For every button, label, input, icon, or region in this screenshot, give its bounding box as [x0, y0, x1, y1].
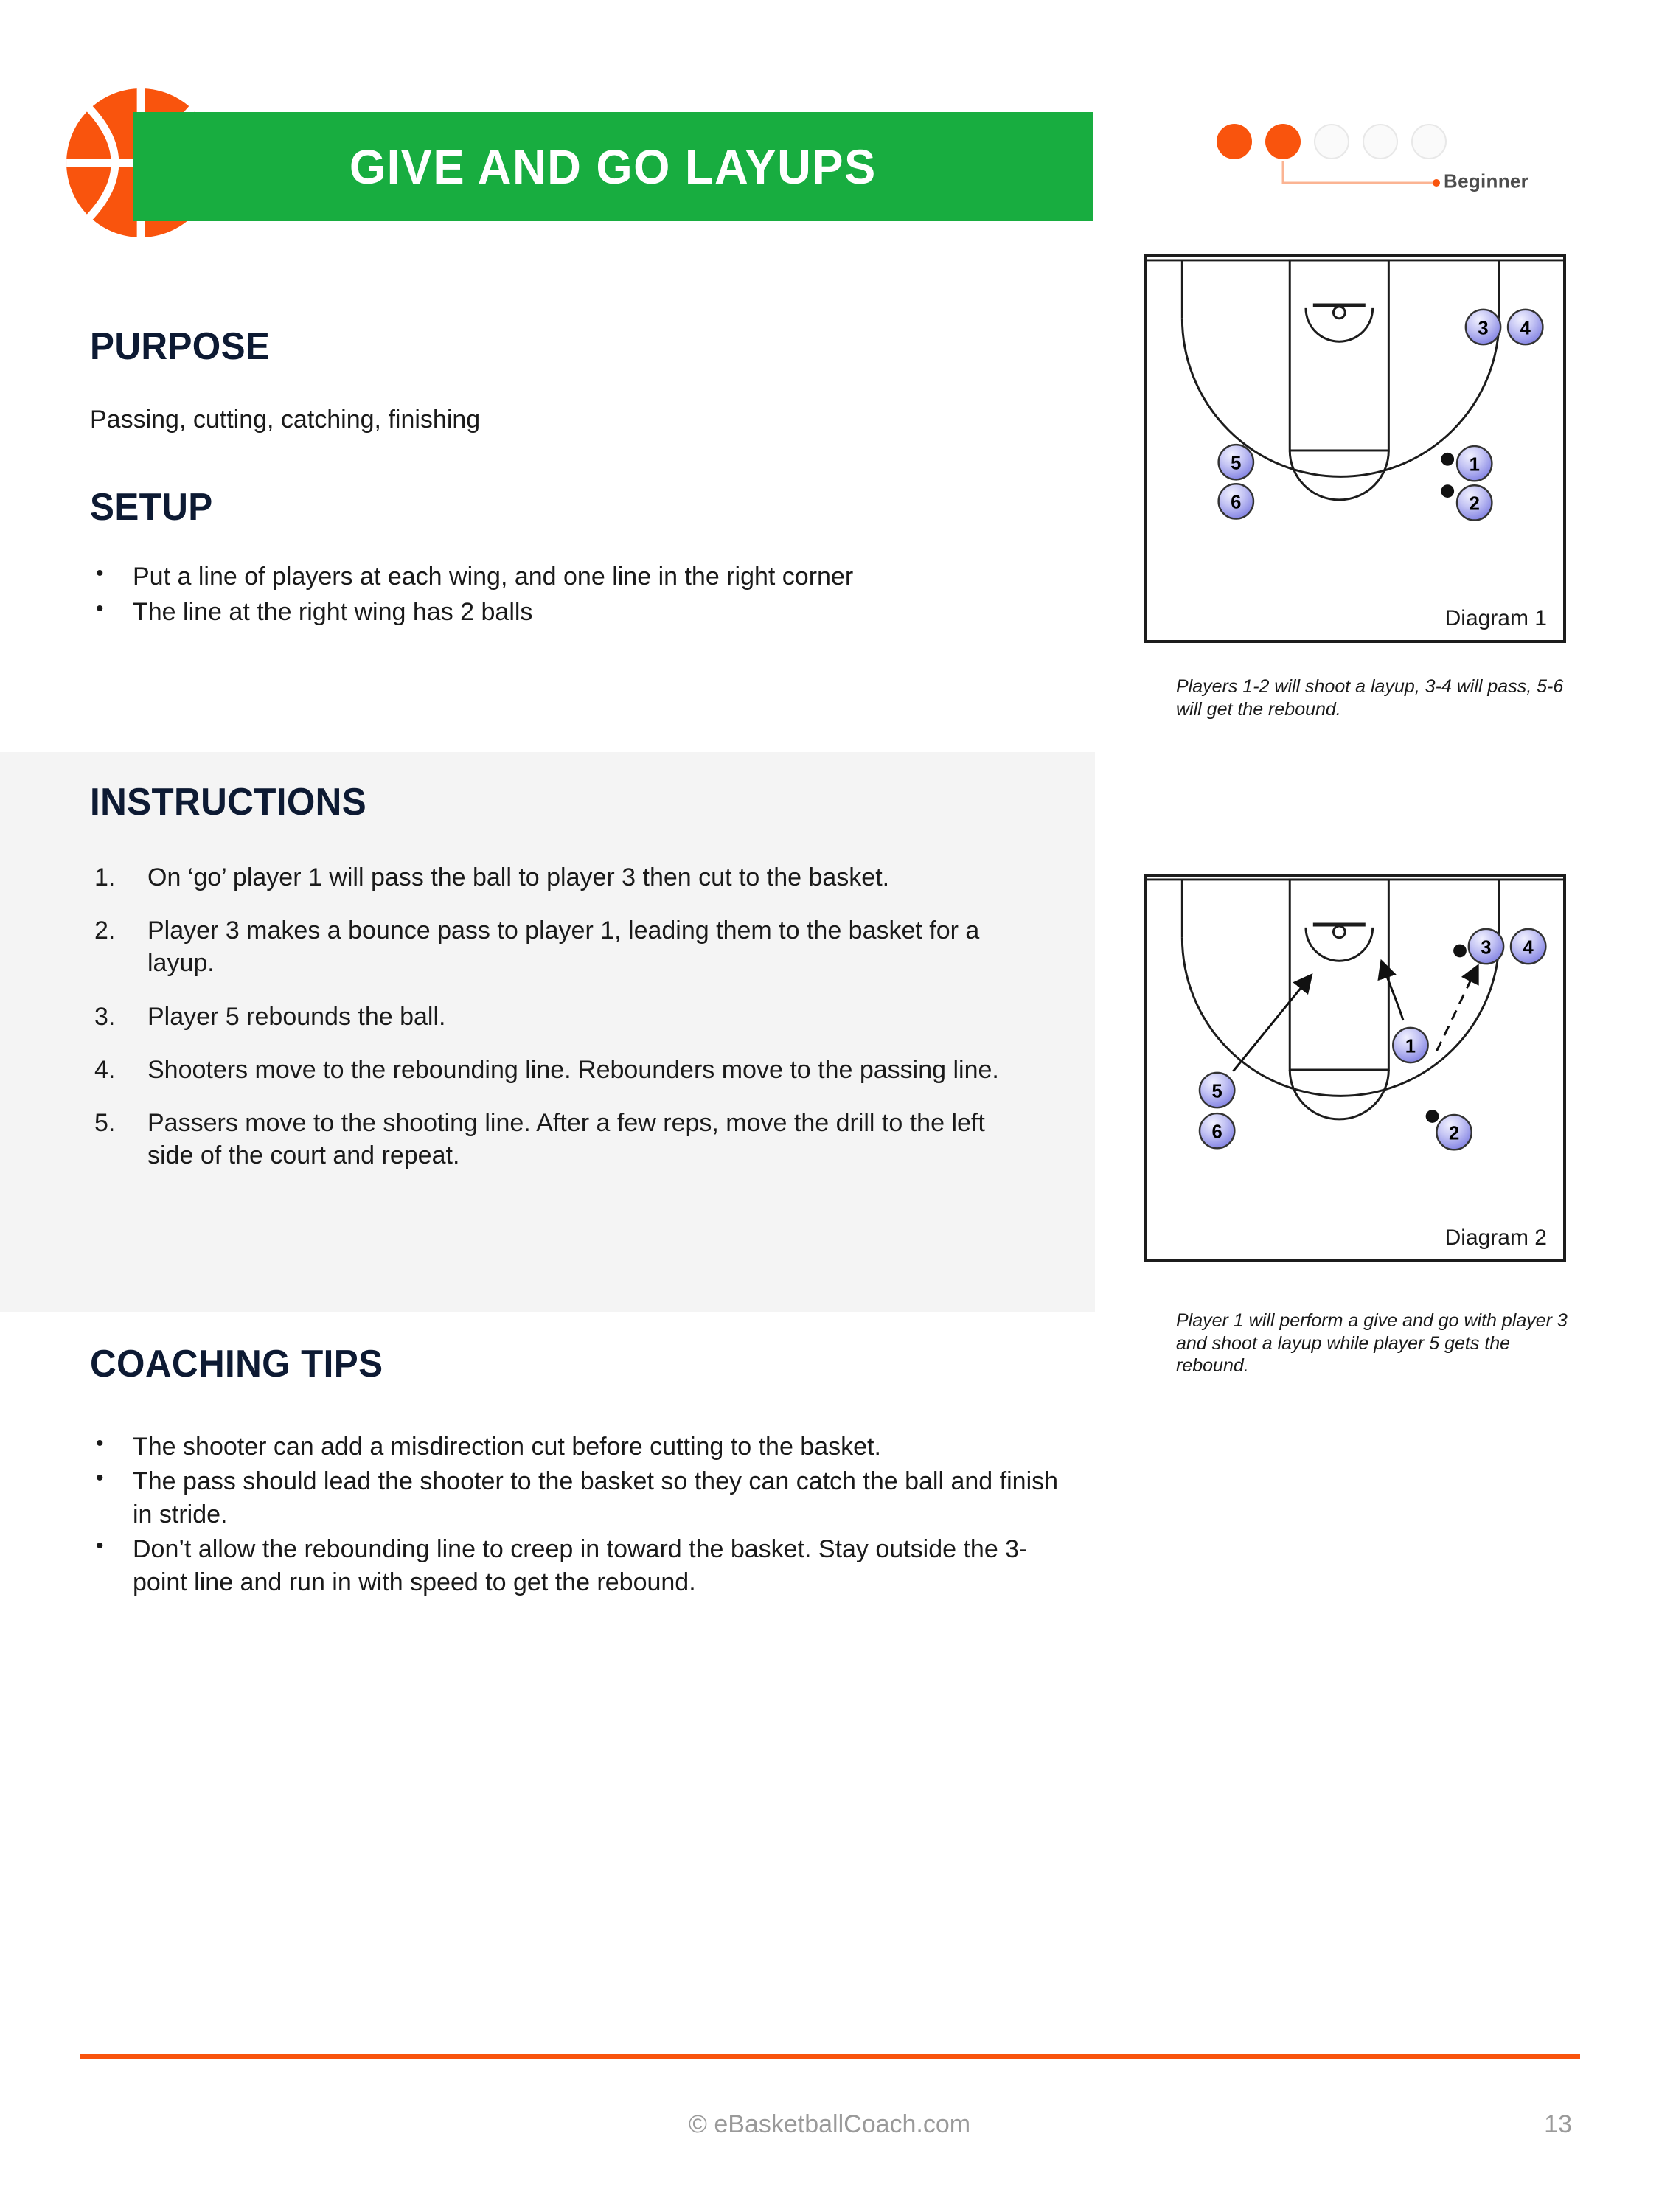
player-token-4 [1508, 310, 1543, 344]
difficulty-label: Beginner [1444, 170, 1529, 192]
instructions-heading: INSTRUCTIONS [90, 781, 367, 824]
svg-text:1: 1 [1469, 454, 1480, 476]
diagram-2-court [1147, 877, 1563, 1259]
ball-icon [1441, 453, 1454, 466]
diagram-1-label: Diagram 1 [1444, 606, 1547, 630]
player-token-5 [1200, 1073, 1234, 1107]
player-token-3 [1469, 929, 1503, 964]
player-token-1 [1393, 1028, 1427, 1062]
setup-heading: SETUP [90, 486, 213, 529]
diagram-1-court [1147, 257, 1563, 640]
diagram-1 [1144, 254, 1566, 643]
svg-text:5: 5 [1231, 453, 1242, 474]
player-token-1 [1457, 446, 1492, 481]
purpose-text: Passing, cutting, catching, finishing [90, 406, 481, 434]
svg-text:2: 2 [1448, 1123, 1460, 1144]
footer-copyright: © eBasketballCoach.com [688, 2110, 971, 2138]
purpose-heading: PURPOSE [90, 325, 271, 368]
setup-list [90, 560, 1019, 631]
player-token-6 [1200, 1113, 1234, 1148]
pass-arrow-1-to-3 [1436, 970, 1475, 1051]
svg-text:3: 3 [1478, 318, 1489, 339]
coaching-tips-heading: COACHING TIPS [90, 1343, 383, 1385]
player-token-2 [1457, 485, 1492, 520]
svg-text:4: 4 [1523, 937, 1534, 959]
list-item: • Don’t allow the rebounding line to creep in toward the basket. Stay outside the 3-point line and run in with speed to get the rebound. [90, 1533, 1063, 1599]
list-item: • The shooter can add a misdirection cut before cutting to the basket. [90, 1430, 1063, 1464]
player-token-6 [1219, 484, 1253, 518]
svg-text:6: 6 [1211, 1121, 1222, 1143]
list-item: Player 3 makes a bounce pass to player 1, leading them to the basket for a layup. [147, 917, 980, 978]
svg-text:2: 2 [1469, 493, 1480, 515]
diagram-2-label: Diagram 2 [1444, 1225, 1547, 1250]
cut-arrow-1-to-basket [1382, 965, 1403, 1020]
list-item: Passers move to the shooting line. After a few reps, move the drill to the left side of the court and repeat. [147, 1108, 985, 1170]
player-token-5 [1219, 445, 1253, 479]
list-item: On ‘go’ player 1 will pass the ball to player 3 then cut to the basket. [147, 863, 890, 891]
svg-text:3: 3 [1481, 937, 1492, 959]
footer-divider [80, 2054, 1580, 2059]
diagram-2 [1144, 874, 1566, 1262]
svg-text:1: 1 [1405, 1036, 1416, 1057]
coaching-tips-list [90, 1430, 1063, 1600]
player-token-4 [1511, 929, 1545, 964]
list-item: Shooters move to the rebounding line. Rebounders move to the passing line. [147, 1055, 999, 1084]
list-item: • The line at the right wing has 2 balls [90, 596, 1019, 628]
header-banner [133, 112, 1093, 221]
page-number: 13 [1544, 2110, 1572, 2138]
player-token-2 [1436, 1115, 1471, 1150]
ball-icon [1453, 945, 1467, 958]
rebound-arrow-5-to-basket [1233, 978, 1309, 1071]
player-token-3 [1466, 310, 1500, 344]
diagram-2-caption: Player 1 will perform a give and go with player 3 and shoot a layup while player 5 gets the rebound. [1176, 1310, 1568, 1376]
svg-text:4: 4 [1520, 318, 1531, 339]
diagram-1-caption: Players 1-2 will shoot a layup, 3-4 will pass, 5-6 will get the rebound. [1176, 676, 1564, 720]
page-title: GIVE AND GO LAYUPS [349, 139, 877, 194]
list-item: Player 5 rebounds the ball. [147, 1002, 446, 1031]
instructions-list [90, 861, 1026, 1192]
svg-text:6: 6 [1231, 492, 1242, 513]
difficulty-meter [1217, 124, 1529, 220]
svg-text:5: 5 [1211, 1081, 1222, 1102]
list-item: • The pass should lead the shooter to the basket so they can catch the ball and finish in stride. [90, 1465, 1063, 1531]
ball-icon [1426, 1110, 1439, 1123]
ball-icon [1441, 484, 1454, 498]
list-item: • Put a line of players at each wing, and one line in the right corner [90, 560, 1019, 593]
